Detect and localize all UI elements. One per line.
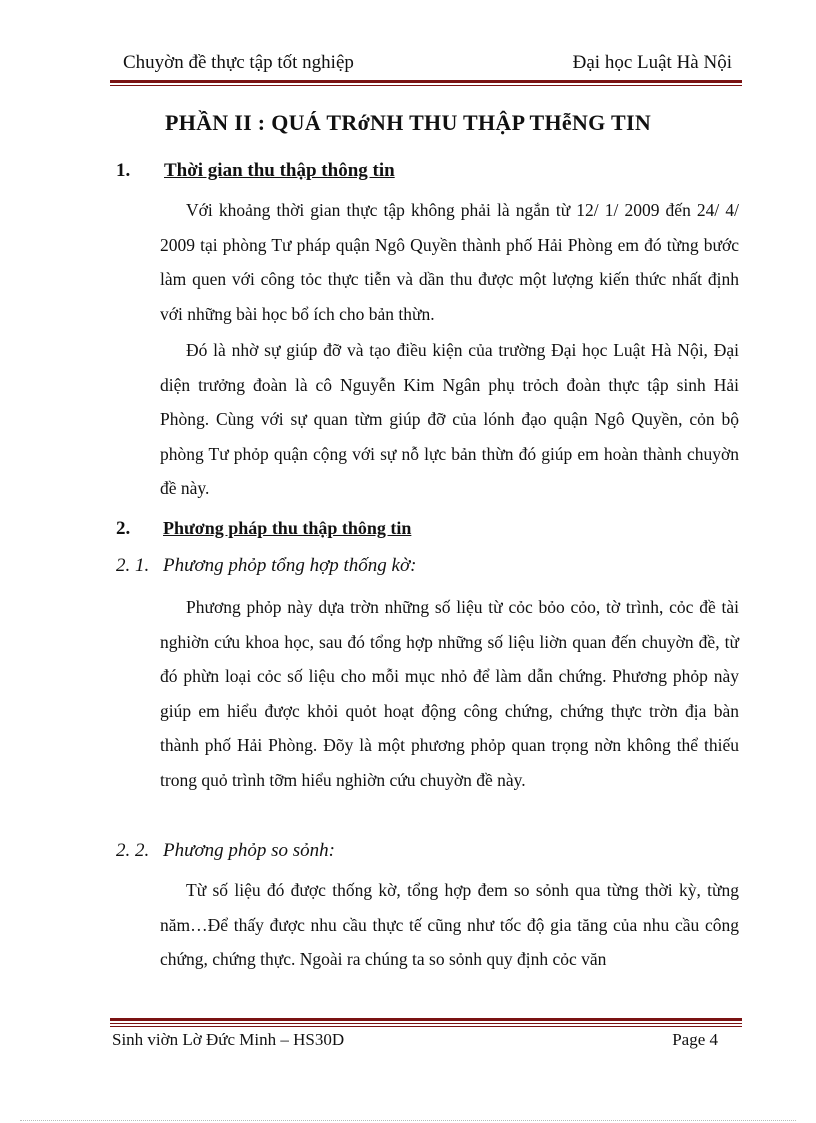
- section-1-title: Thời gian thu thập thông tin: [164, 160, 395, 181]
- section-1-heading: [116, 160, 736, 186]
- page-header-left: Chuyờn đề thực tập tốt nghiệp: [123, 52, 354, 73]
- subsection-2-1-heading: [116, 555, 736, 581]
- footer-rule: [110, 1018, 742, 1027]
- subsection-2-2-heading: [116, 840, 736, 866]
- section-2-number: 2.: [116, 518, 131, 539]
- section-2-heading: [116, 518, 736, 544]
- section-1-paragraph-2: Đó là nhờ sự giúp đỡ và tạo điều kiện của trường Đại học Luật Hà Nội, Đại diện trưởng đoàn là cô Nguyễn Kim Ngân phụ trỏch đoàn thực tập sinh Hải Phòng. Cùng với sự quan từm giúp đỡ của lónh đạo quận Ngô Quyền, cỏn bộ phòng Tư phỏp quận cộng với sự nỗ lực bản thừn đó giúp em hoàn thành chuyờn đề này.: [160, 340, 739, 498]
- header-rule: [110, 80, 742, 86]
- section-2-title: Phương pháp thu thập thông tin: [163, 518, 412, 538]
- subsection-2-2-number: 2. 2.: [116, 840, 150, 861]
- page-header-right: Đại học Luật Hà Nội: [572, 52, 732, 73]
- page-title: PHẦN II : QUÁ TRớNH THU THẬP THễNG TIN: [164, 110, 652, 135]
- subsection-2-2-title: Phương phỏp so sỏnh:: [163, 840, 335, 861]
- subsection-2-1-title: Phương phỏp tổng hợp thống kờ:: [163, 555, 417, 576]
- page-footer-left: Sinh viờn Lờ Đức Minh – HS30D: [112, 1030, 345, 1049]
- subsection-2-2-paragraph: Từ số liệu đó được thống kờ, tổng hợp đem so sỏnh qua từng thời kỳ, từng năm…Để thấy được nhu cầu thực tế cũng như tốc độ gia tăng của nhu cầu công chứng, chứng thực. Ngoài ra chúng ta so sỏnh quy định cỏc văn: [160, 880, 739, 969]
- subsection-2-1-paragraph: Phương phỏp này dựa trờn những số liệu từ cỏc bỏo cỏo, tờ trình, cỏc đề tài nghiờn cứu khoa học, sau đó tổng hợp những số liệu liờn quan đến chuyờn đề, từ đó phừn loại cỏc số liệu cho mỗi mục nhỏ để làm dẫn chứng. Phương phỏp này giúp em hiểu được khỏi quỏt hoạt động công chứng, chứng thực trờn địa bàn thành phố Hải Phòng. Đõy là một phương phỏp quan trọng nờn không thể thiếu trong quỏ trình tỡm hiểu nghiờn cứu chuyờn đề này.: [160, 597, 739, 790]
- page-number: Page 4: [672, 1030, 718, 1049]
- section-1-paragraph-1: Với khoảng thời gian thực tập không phải là ngắn từ 12/ 1/ 2009 đến 24/ 4/ 2009 tại phòng Tư pháp quận Ngô Quyền thành phố Hải Phòng em đó từng bước làm quen với công tỏc thực tiễn và dần thu được một lượng kiến thức nhất định với những bài học bổ ích cho bản thừn.: [160, 200, 739, 324]
- subsection-2-1-number: 2. 1.: [116, 555, 150, 576]
- page-break-line: [20, 1120, 796, 1121]
- section-1-number: 1.: [116, 160, 131, 181]
